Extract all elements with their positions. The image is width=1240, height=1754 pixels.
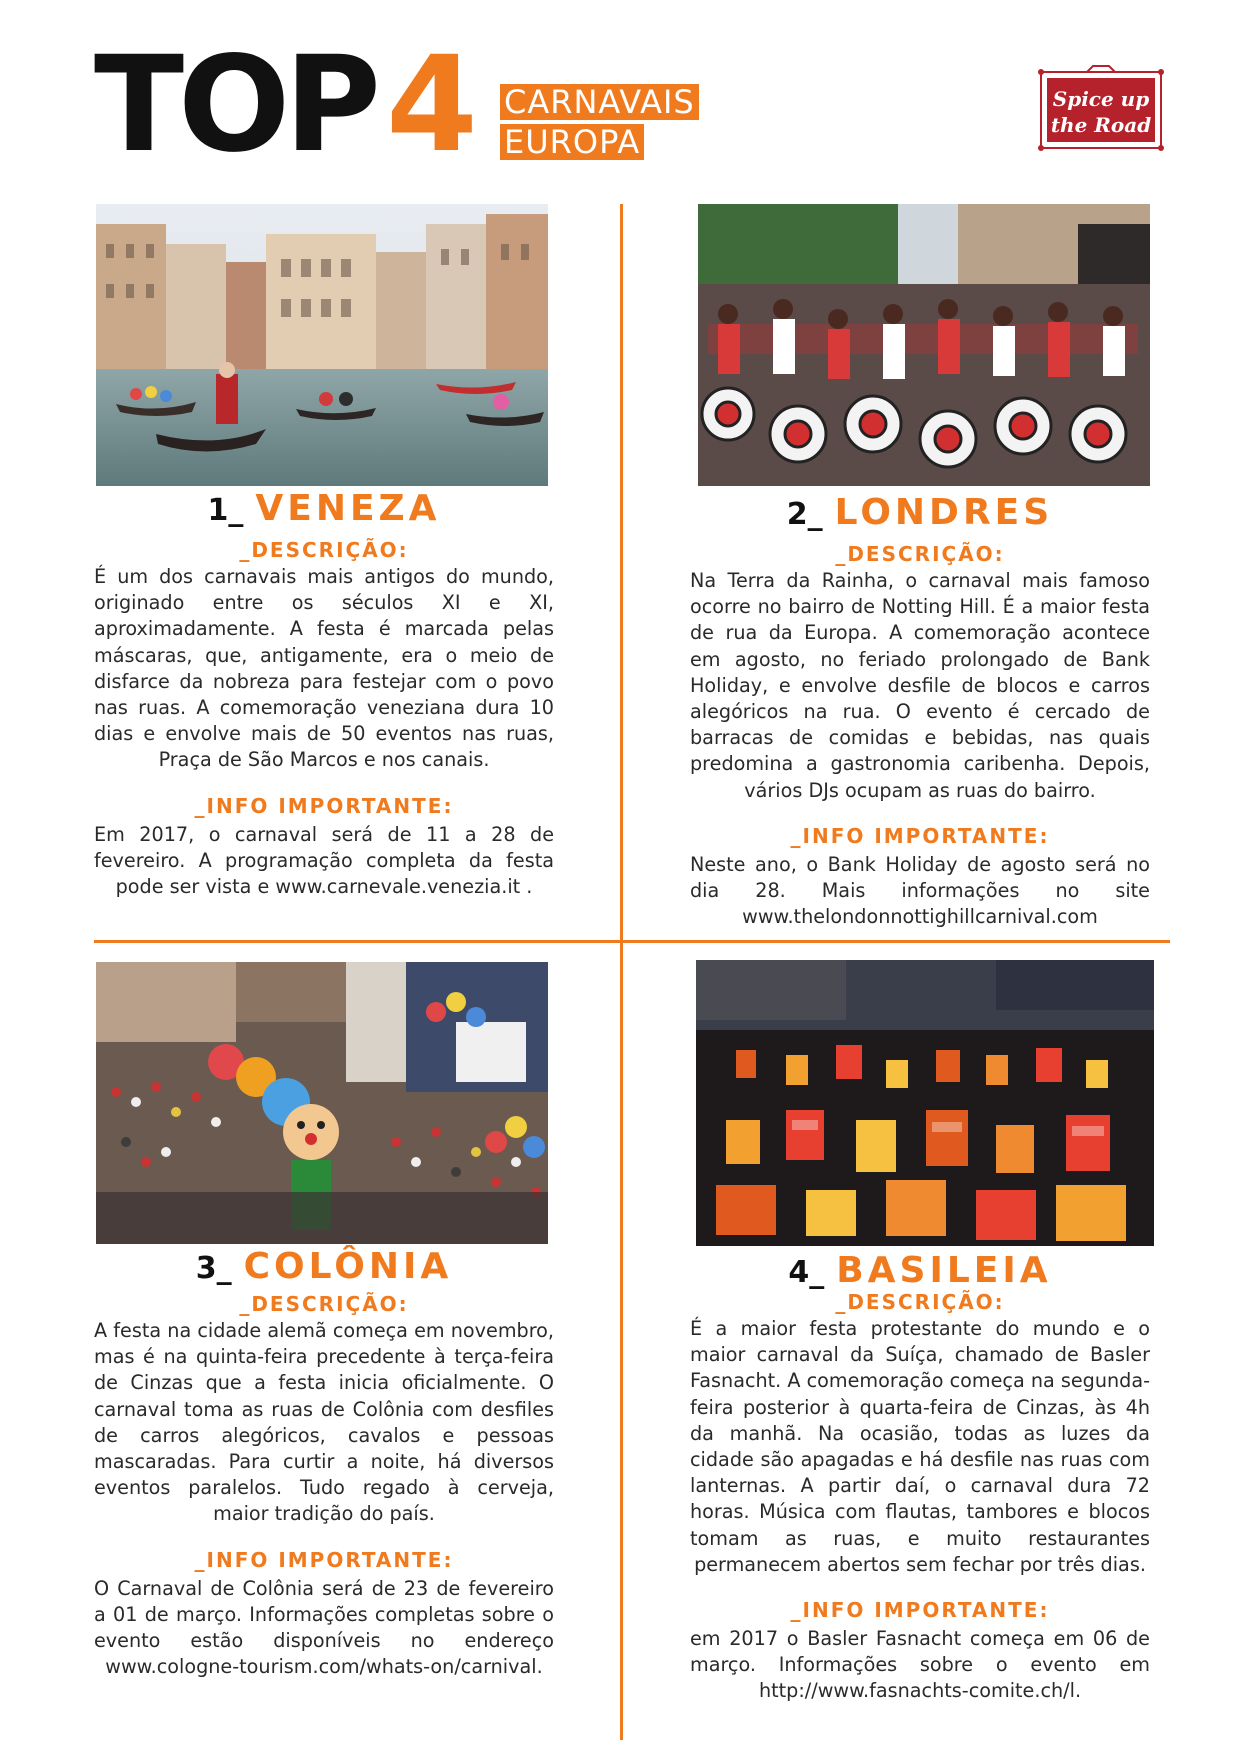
info-heading: _INFO IMPORTANTE: [194, 1547, 454, 1572]
entry-title [94, 1246, 554, 1292]
entry-colonia [94, 1246, 554, 1680]
info-text: Em 2017, o carnaval será de 11 a 28 de fevereiro. A programação completa da festa pode ser vista e www.carnevale.venezia.it . [94, 822, 554, 899]
info-text: Neste ano, o Bank Holiday de agosto será no dia 28. Mais informações no site www.thelondonnottighillcarnival.com [690, 852, 1150, 929]
entry-title [690, 492, 1150, 538]
entry-title [94, 488, 554, 534]
entry-title [690, 1250, 1150, 1290]
vertical-divider [620, 204, 623, 1740]
basel-lanterns-photo [696, 960, 1154, 1246]
entry-basileia [690, 1250, 1150, 1705]
entry-londres [690, 492, 1150, 930]
entry-number: 2_ [786, 497, 823, 532]
info-heading: _INFO IMPORTANTE: [790, 823, 1050, 848]
notting-hill-drummers-photo [698, 204, 1150, 486]
horizontal-divider [94, 940, 1170, 943]
entry-number: 3_ [195, 1251, 232, 1286]
page-header [0, 0, 1240, 190]
top-number: 4 [386, 28, 478, 182]
cologne-parade-photo [96, 962, 548, 1244]
subtitle-line-2: EUROPA [500, 124, 644, 160]
subtitle-line-1: CARNAVAIS [500, 84, 699, 120]
description-text: É um dos carnavais mais antigos do mundo, originado entre os séculos XI e XI, aproximadamente. A festa é marcada pelas máscaras, que, antigamente, era o meio de disfarce da nobreza para festejar com o povo nas ruas. A comemoração veneziana dura 10 dias e envolve mais de 50 eventos nas ruas, Praça de São Marcos e nos canais. [94, 565, 554, 772]
venice-gondolas-photo [96, 204, 548, 486]
logo-text-line-1: Spice up [1052, 87, 1150, 111]
description-heading: _DESCRIÇÃO: [835, 1290, 1005, 1314]
entry-city: COLÔNIA [243, 1246, 453, 1287]
entry-city: VENEZA [255, 488, 441, 529]
entry-number: 1_ [207, 493, 244, 528]
entry-veneza [94, 488, 554, 900]
top-word: TOP [94, 28, 375, 182]
entry-number: 4_ [788, 1255, 825, 1290]
info-text: em 2017 o Basler Fasnacht começa em 06 de março. Informações sobre o evento em http://www.fasnachts-comite.ch/l. [690, 1627, 1150, 1703]
entry-city: LONDRES [834, 492, 1054, 533]
entry-city: BASILEIA [836, 1250, 1052, 1291]
description-text: Na Terra da Rainha, o carnaval mais famoso ocorre no bairro de Notting Hill. É a maior festa de rua da Europa. A comemoração acontece em agosto, no feriado prolongado de Bank Holiday, e envolve desfile de blocos e carros alegóricos na rua. O evento é cercado de barracas de comidas e bebidas, nas quais predomina a gastronomia caribenha. Depois, vários DJs ocupam as ruas do bairro. [690, 569, 1150, 802]
spice-up-the-road-logo [1037, 62, 1165, 152]
description-heading: _DESCRIÇÃO: [239, 1292, 409, 1316]
description-heading: _DESCRIÇÃO: [239, 538, 409, 562]
description-heading: _DESCRIÇÃO: [835, 542, 1005, 566]
info-heading: _INFO IMPORTANTE: [790, 1598, 1050, 1623]
logo-text-line-2: the Road [1050, 113, 1152, 137]
info-text: O Carnaval de Colônia será de 23 de fevereiro a 01 de março. Informações completas sobre o evento estão disponíveis no endereço www.cologne-tourism.com/whats-on/carnival. [94, 1576, 554, 1679]
description-text: A festa na cidade alemã começa em novembro, mas é na quinta-feira precedente à terça-feira de Cinzas que a festa inicia oficialmente. O carnaval toma as ruas de Colônia com desfiles de carros alegóricos, cavalos e pessoas mascaradas. Para curtir a noite, há diversos eventos paralelos. Tudo regado à cerveja, maior tradição do país. [94, 1319, 554, 1526]
info-heading: _INFO IMPORTANTE: [194, 793, 454, 818]
description-text: É a maior festa protestante do mundo e o maior carnaval da Suíça, chamado de Basler Fasnacht. A comemoração começa na segunda-feira posterior à quarta-feira de Cinzas, às 4h da manhã. Na ocasião, todas as luzes da cidade são apagadas e há desfile nas ruas com lanternas. A partir daí, o carnaval dura 72 horas. Música com flautas, tambores e blocos tomam as ruas, e muito restaurantes permanecem abertos sem fechar por três dias. [690, 1317, 1150, 1576]
